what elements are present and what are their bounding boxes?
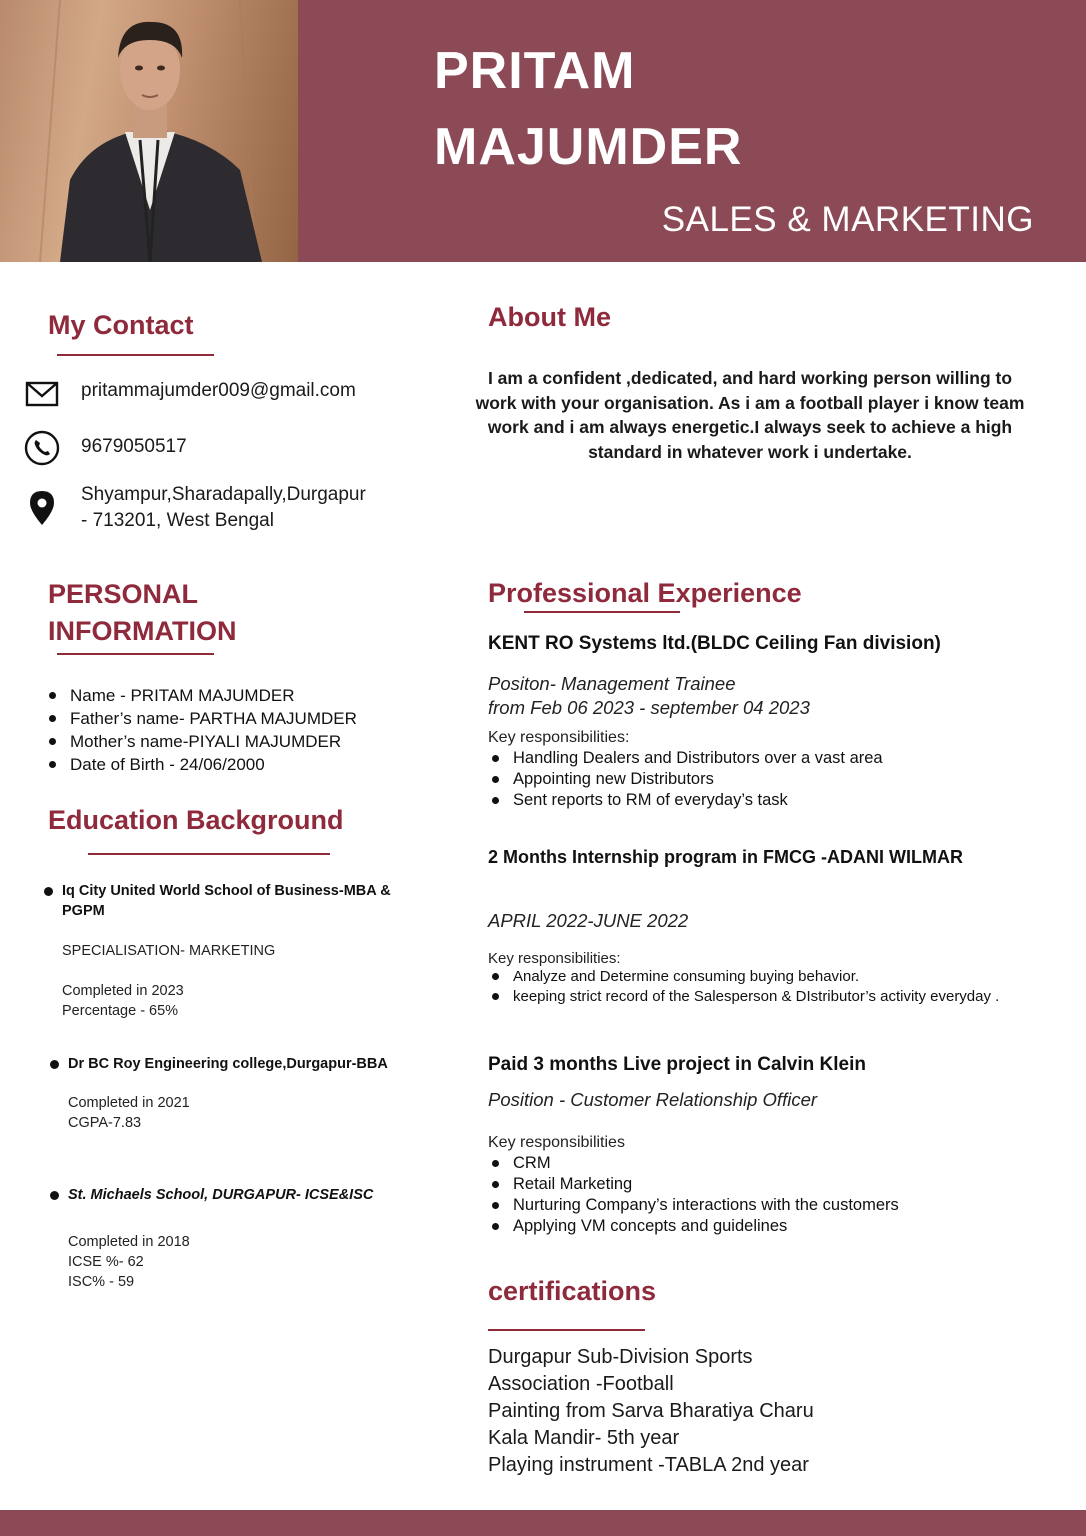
about-text: I am a confident ,dedicated, and hard working person willing to work with your organisation. As i am a football player i know team work and i am always energetic.I always seek to achieve a high standard in whatever work i undertake.: [475, 368, 1025, 462]
certification-line: Durgapur Sub-Division Sports: [488, 1346, 753, 1368]
contact-heading: My Contact: [48, 310, 194, 340]
last-name: MAJUMDER: [434, 118, 743, 176]
address-text: [81, 482, 411, 534]
personal-heading-line-1: PERSONAL: [48, 579, 199, 609]
education-completed: Completed in 2021: [68, 1095, 190, 1111]
education-heading: Education Background: [48, 805, 344, 835]
contact-heading-rule: [57, 354, 214, 356]
address-line-1: Shyampur,Sharadapally,Durgapur: [81, 484, 366, 505]
location-pin-icon: [24, 490, 60, 526]
education-score: Percentage - 65%: [62, 1003, 179, 1019]
list-item: Retail Marketing: [489, 1174, 899, 1195]
contact-email-row: [24, 376, 411, 412]
job-company: Paid 3 months Live project in Calvin Klein: [488, 1054, 866, 1075]
list-item: Applying VM concepts and guidelines: [489, 1216, 899, 1237]
education-score: ISC% - 59: [68, 1274, 135, 1290]
list-item: Handling Dealers and Distributors over a vast area: [489, 748, 883, 769]
certifications-heading-rule: [488, 1329, 645, 1331]
job-responsibilities-label: Key responsibilities:: [488, 950, 621, 967]
email-text[interactable]: pritammajumder009@gmail.com: [81, 380, 356, 401]
job-responsibilities-label: Key responsibilities: [488, 1134, 625, 1151]
address-line-2: - 713201, West Bengal: [81, 510, 274, 531]
education-heading-rule: [88, 853, 330, 855]
certification-line: Painting from Sarva Bharatiya Charu: [488, 1400, 814, 1422]
list-item: Sent reports to RM of everyday’s task: [489, 790, 883, 811]
header-banner: [0, 0, 1086, 262]
job-responsibilities-list: [489, 1153, 899, 1237]
education-title: Dr BC Roy Engineering college,Durgapur-BBA: [50, 1054, 430, 1074]
job-dates: APRIL 2022-JUNE 2022: [488, 910, 689, 931]
job-dates: from Feb 06 2023 - september 04 2023: [488, 697, 810, 718]
job-title: SALES & MARKETING: [661, 200, 1034, 239]
certifications-list: [488, 1344, 814, 1479]
personal-info-heading: [48, 576, 236, 650]
job-position: Position - Customer Relationship Officer: [488, 1089, 818, 1110]
education-score: ICSE %- 62: [68, 1254, 144, 1270]
list-item: Mother’s name-PIYALI MAJUMDER: [46, 730, 357, 753]
first-name: PRITAM: [434, 42, 636, 100]
education-score: CGPA-7.83: [68, 1115, 142, 1131]
education-entry-mba: [44, 881, 424, 1021]
education-completed: Completed in 2018: [68, 1234, 190, 1250]
personal-heading-rule: [57, 653, 214, 655]
education-completed: Completed in 2023: [62, 983, 184, 999]
job-responsibilities-list: [489, 967, 1009, 1006]
list-item: keeping strict record of the Salesperson & DIstributor’s activity everyday .: [489, 987, 1009, 1007]
job-position: Positon- Management Trainee: [488, 673, 736, 694]
footer-bar: [0, 1510, 1086, 1536]
list-item: Father’s name- PARTHA MAJUMDER: [46, 707, 357, 730]
certification-line: Association -Football: [488, 1373, 674, 1395]
list-item: Analyze and Determine consuming buying behavior.: [489, 967, 1009, 987]
job-responsibilities-label: Key responsibilities:: [488, 729, 630, 746]
experience-heading: Professional Experience: [488, 578, 802, 608]
profile-photo: [0, 0, 298, 262]
about-heading: About Me: [488, 302, 611, 332]
education-entry-bba: [50, 1054, 430, 1133]
education-title: Iq City United World School of Business-MBA & PGPM: [44, 881, 424, 921]
list-item: Name - PRITAM MAJUMDER: [46, 684, 357, 707]
job-company: KENT RO Systems ltd.(BLDC Ceiling Fan division): [488, 633, 941, 654]
envelope-icon: [24, 376, 60, 412]
candidate-name: [434, 44, 742, 174]
list-item: Date of Birth - 24/06/2000: [46, 753, 357, 776]
list-item: CRM: [489, 1153, 899, 1174]
experience-heading-rule: [524, 611, 680, 613]
personal-heading-line-2: INFORMATION: [48, 616, 237, 646]
education-entry-school: [50, 1185, 430, 1292]
certifications-heading: certifications: [488, 1276, 657, 1306]
phone-text[interactable]: 9679050517: [81, 436, 187, 457]
contact-phone-row: [24, 430, 411, 466]
list-item: Appointing new Distributors: [489, 769, 883, 790]
certification-line: Kala Mandir- 5th year: [488, 1427, 680, 1449]
certification-line: Playing instrument -TABLA 2nd year: [488, 1454, 809, 1476]
job-responsibilities-list: [489, 748, 883, 811]
personal-info-list: [46, 684, 357, 776]
list-item: Nurturing Company’s interactions with the customers: [489, 1195, 899, 1216]
phone-icon: [24, 430, 60, 466]
job-company: 2 Months Internship program in FMCG -ADANI WILMAR: [488, 847, 963, 867]
education-title: St. Michaels School, DURGAPUR- ICSE&ISC: [50, 1185, 430, 1205]
contact-address-row: [24, 482, 411, 534]
education-specialisation: SPECIALISATION- MARKETING: [62, 943, 276, 959]
